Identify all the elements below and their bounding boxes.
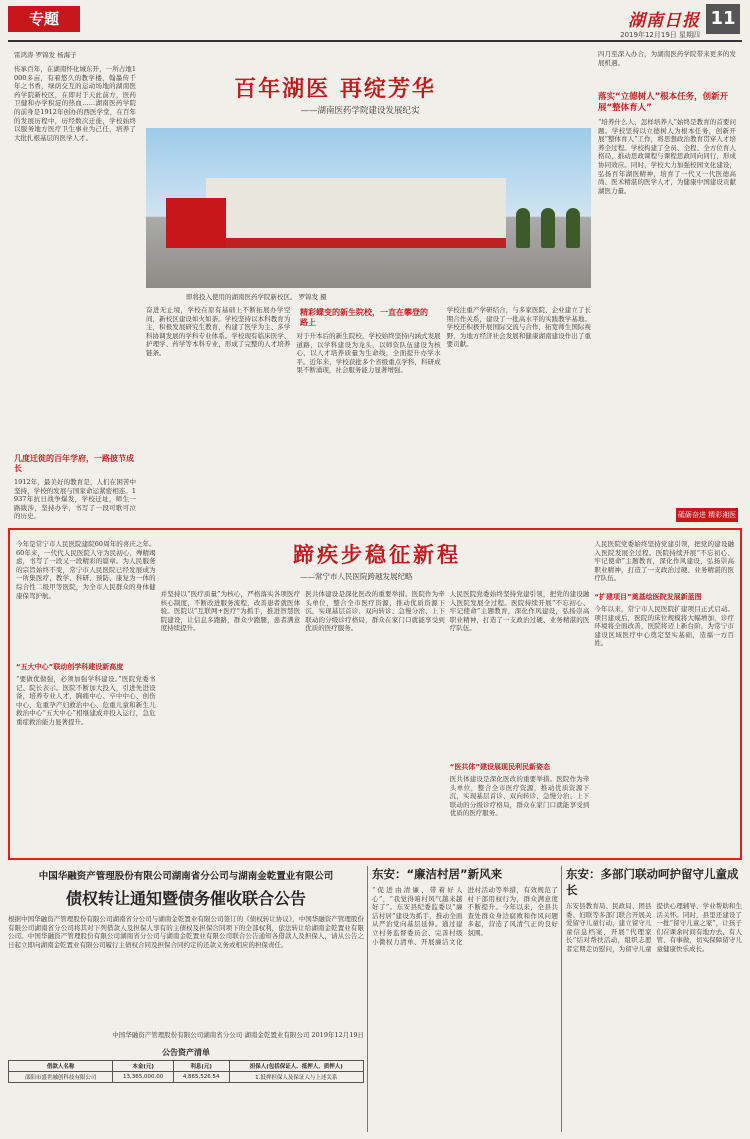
campus-photo (146, 128, 591, 288)
masthead (0, 0, 750, 44)
intro-text: 传承百年，在湖南怀化城东开，一所占地1000多亩，有着悠久的教学楼，翰墨传千年之书香，绿荫交互的运动场地的湖南医药学院新校区，在即对于天此前方，医药卫健和办学积淀的热血……湖南医药学院的前身是1912年创办的西医学堂，在百年的发展历程中，历经数次迁徙，学校始终以服务地方医疗卫生事业为己任，培养了大批扎根基层的医学人才。 (14, 65, 136, 142)
table-header: 本金(元) (113, 1061, 174, 1072)
bylines: 雷鸿涛 罗锦发 杨海子 (14, 51, 77, 59)
sub-mid: 精彩蝶变的新生院校，一直在攀登的路上 (300, 308, 428, 327)
highlighted-story-columns (16, 540, 734, 854)
building-shape (206, 178, 506, 248)
bottom-section (8, 866, 742, 1132)
text-column: 对于升本后的新生院校，学校始终坚持内涵式发展道路，以学科建设为龙头，以师资队伍建设为核心，以人才培养质量为生命线，全面提升办学水平。近年来，学校获批多个省级重点学科，科研成果不断涌现，社会服务能力显著增强。 (296, 332, 441, 375)
tree-shape (516, 208, 530, 248)
table-header: 借款人名称 (9, 1061, 113, 1072)
top-story-left-column (14, 50, 136, 520)
asset-list-table (8, 1060, 364, 1083)
top-subheadline: ——湖南医药学院建设发展纪实 (300, 106, 420, 116)
hl-column: 医共体建设是深化医改的重要举措。医院作为牵头单位，整合全市医疗资源，推动优质资源下沉，实现基层首诊、双向转诊、急慢分治、上下联动的分级诊疗格局，群众在家门口就能享受到优质的医疗服务。 (305, 590, 445, 633)
hl-column: 并坚持以“医疗质量”为核心，严格落实各项医疗核心制度，不断改进服务流程，改善患者就医体验。医院以“互联网+医疗”为抓手，推进智慧医院建设，让信息多跑路，群众少跑腿，患者满意度持续提升。 (160, 590, 301, 633)
hl-column: 人民医院党委始终坚持党建引领，把党的建设融入医院发展全过程。医院持续开展“不忘初心、牢记使命”主题教育，深化作风建设，弘扬崇高职业精神，打造了一支政治过硬、业务精湛的医疗队伍。 “医共体”建设展现民利民新姿态 医共体建设是深化医改的重要举措。医院作为牵头单位，整合全市医疗资源，推动优质资源下沉，实现基层首诊、双向转诊、急慢分治、上下联动的分级诊疗格局，群众在家门口就能享受到优质的医疗服务。 (449, 590, 590, 818)
news-body-2: 东安县教育局、民政局、团县委、妇联等多部门联合开展关爱留守儿童行动，建立留守儿童信息档案，开展“代理家长”结对帮扶活动，组织志愿者定期走访慰问，为留守儿童提供心理辅导、学业帮助和生活关怀。同时，县里还建设了一批“留守儿童之家”，让孩子们在课余时间有地方去、有人管、有事做，切实保障留守儿童健康快乐成长。 (566, 902, 742, 953)
issue-date: 2019年12月19日 星期四 (620, 31, 700, 39)
news-title-1: 东安：“廉洁村居”新风来 (372, 867, 503, 881)
column-divider (561, 866, 562, 1132)
debt-transfer-notice (8, 866, 364, 1132)
photo-caption: 即将投入使用的湖南医药学院新校区。 罗锦发 摄 (186, 293, 327, 301)
top-headline: 百年湖医 再绽芳华 (234, 77, 436, 102)
hl-column: 今年是常宁市人民医院建院60周年的喜庆之年。60年来，一代代人民医院人守为民初心，殚精竭虑，书写了一段又一段精彩的篇章。为人民服务的宗旨始终不变，常宁市人民医院已经发展成为一所集医疗、教学、科研、预防、康复为一体的综合性二级甲等医院，为全市人民群众的身体健康保驾护航。 “五大中心”联动创学科建设新高度 “要做优做强，必须加强学科建设。”医院党委书记、院长表示。医院不断加大投入，引进先进设备，培养专业人才，胸痛中心、卒中中心、创伤中心、危重孕产妇救治中心、危重儿童和新生儿救治中心“五大中心”相继建成并投入运行，急危重症救治能力显著提升。 (16, 540, 156, 726)
hl-sub-3: “扩建项目”奠基绘医院发展新蓝图 (594, 593, 702, 601)
asset-list-title: 公告资产清单 (162, 1048, 210, 1057)
sub-left: 几度迁徙的百年学府，一路披节成长 (14, 454, 134, 473)
news-article-1 (372, 866, 558, 1132)
highlight-subheadline: ——常宁市人民医院跨越发展纪略 (300, 572, 413, 581)
hl-sub-2: “医共体”建设展现民利民新姿态 (449, 763, 550, 771)
notice-title: 债权转让通知暨债务催收联合公告 (65, 889, 306, 908)
page-number: 11 (706, 4, 740, 34)
highlight-headline: 蹄疾步稳征新程 (293, 543, 461, 567)
text-column: 奋进无止境，学校在原有基础上不断拓展办学空间，新校区建设如火如荼。学校坚持以本科教育为主，积极发展研究生教育，构建了医学为主、多学科协调发展的学科专业体系。学校现有临床医学、护理学、药学等本科专业，形成了完整的人才培养链条。 (146, 306, 291, 357)
text-column: 学校注重产学研结合，与多家医院、企业建立了长期合作关系，建设了一批高水平的实践教学基地。学校还积极开展国际交流与合作，拓宽师生国际视野，为地方经济社会发展和健康湖南建设作出了重要贡献。 (446, 306, 591, 349)
hl-column: 人民医院党委始终坚持党建引领，把党的建设融入医院发展全过程。医院持续开展“不忘初心、牢记使命”主题教育，深化作风建设，弘扬崇高职业精神，打造了一支政治过硬、业务精湛的医疗队伍。 “扩建项目”奠基绘医院发展新蓝图 今年以来，常宁市人民医院扩建项目正式启动。项目建成后，医院的床位规模将大幅增加，诊疗环境将全面改善，医院将迈上新台阶，为常宁市建设区域医疗中心奠定坚实基础，造福一方百姓。 (594, 540, 734, 648)
top-story-right-column: 四月至深入办合，为湖南医药学院带来更多的发展机遇。 落实“立德树人”根本任务，创新开展“整体育人” “培养什么人，怎样培养人”始终是教育的首要问题。学校坚持以立德树人为根本任务，创新开展“整体育人”工作，将思想政治教育贯穿人才培养全过程。学校构建了全员、全程、全方位育人格局，推动思政课程与课程思政同向同行，形成协同效应。同时，学校大力加强校园文化建设，弘扬百年湖医精神，培育了一代又一代医德高尚、医术精湛的医学人才，为健康中国建设贡献湖医力量。 (598, 50, 736, 195)
notice-body: 根据中国华融资产管理股份有限公司湖南省分公司与湖南金乾置业有限公司签订的《债权转让协议》，中国华融资产管理股份有限公司湖南省分公司将其对下列借款人及担保人享有的主债权及担保合同项下的全部权利，依法转让给湖南金乾置业有限公司。中国华融资产管理股份有限公司湖南省分公司与湖南金乾置业有限公司联合公告通知各借款人及担保人，请从公告之日起立即向湖南金乾置业有限公司履行主债权合同及担保合同约定的还款义务或相应的担保责任。 (8, 915, 364, 949)
header-rule (8, 40, 742, 42)
table-header: 担保人(包括保证人、抵押人、质押人) (229, 1061, 363, 1072)
column-divider (367, 866, 368, 1132)
newspaper-brand: 湖南日报 (628, 11, 700, 31)
table-header: 利息(元) (173, 1061, 229, 1072)
lower-left-text: 1912年，最美好的教育是，人们在困苦中坚持，学校的发展与国家命运紧密相连。1937年抗日战争爆发，学校迁址，师生一路跋涉，坚持办学，书写了一段可歌可泣的历史。 (14, 478, 136, 521)
notice-footer: 中国华融资产管理股份有限公司湖南省分公司 湖南金乾置业有限公司 2019年12月19日 (112, 1031, 364, 1039)
top-story-mid-columns (146, 306, 591, 520)
tree-shape (566, 208, 580, 248)
section-tag: 专题 (8, 6, 80, 32)
news-title-2: 东安：多部门联动呵护留守儿童成长 (566, 867, 739, 897)
section-stamp: 砥砺奋进 精彩湘医 (676, 508, 738, 522)
table-row: 邵阳市盛世融创科技有限公司 13,365,000.00 4,865,526.54 1.抵押担保人及保证人与上述关系 (9, 1072, 364, 1083)
sub-right: 落实“立德树人”根本任务，创新开展“整体育人” (598, 92, 729, 113)
notice-company: 中国华融资产管理股份有限公司湖南省分公司与湖南金乾置业有限公司 (38, 871, 334, 882)
news-body-1: “促进由清廉、带着好人心”，“我觉得咱村风气越来越好了”。东安县纪委监委以“廉洁村居”建设为抓手，推动全面从严治党向基层延伸。通过建立村务监督委员会、完善村级小微权力清单、开展廉洁文化进村活动等举措，有效规范了村干部用权行为，群众满意度不断提升。今年以来，全县共查处群众身边腐败和作风问题多起，营造了风清气正的良好氛围。 (372, 886, 558, 946)
news-article-2 (566, 866, 742, 1132)
hl-sub-1: “五大中心”联动创学科建设新高度 (16, 663, 124, 671)
tree-shape (541, 208, 555, 248)
gate-shape (166, 198, 226, 248)
